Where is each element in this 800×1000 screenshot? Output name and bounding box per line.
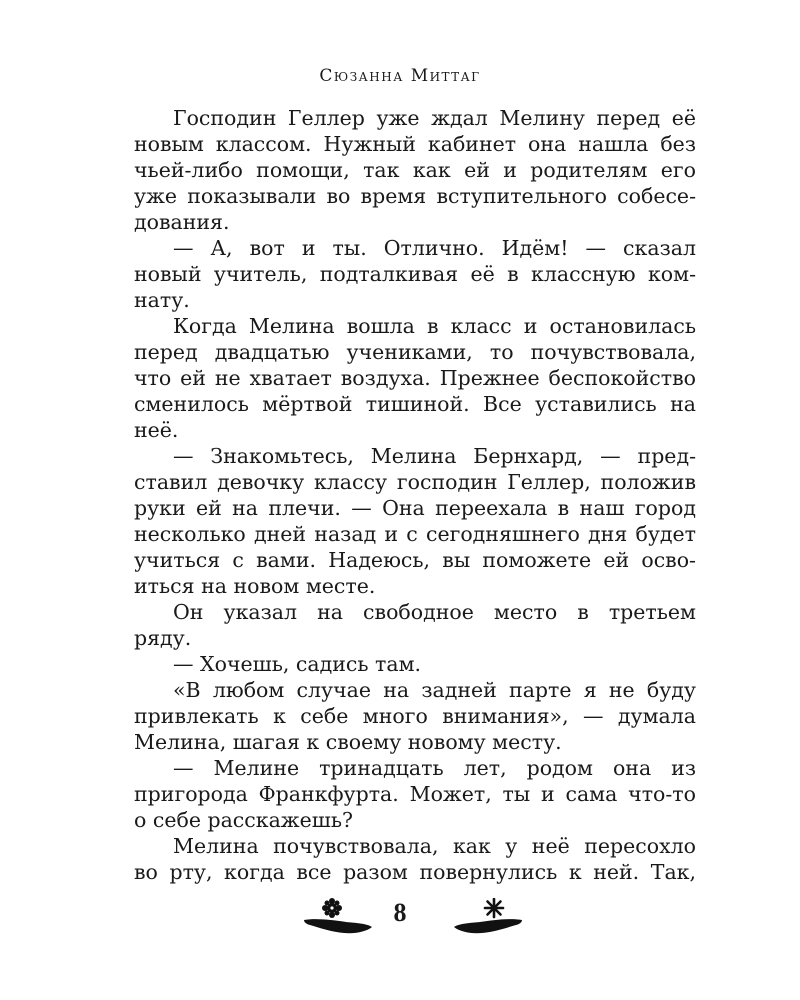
text-line: новый учитель, подталкивая её в классную ком-	[134, 262, 696, 286]
text-line: Господин Геллер уже ждал Мелину перед её	[173, 106, 696, 130]
text-line: «В любом случае на задней парте я не буду	[173, 678, 696, 702]
text-line: ставил девочку классу господин Геллер, положив	[134, 470, 696, 494]
text-line: — Знакомьтесь, Мелина Бернхард, — пред-	[173, 444, 696, 468]
text-line: Когда Мелина вошла в класс и остановилась	[173, 314, 696, 338]
text-line: перед двадцатью учениками, то почувствовала,	[134, 340, 696, 364]
text-line: несколько дней назад и с сегодняшнего дня будет	[134, 522, 696, 546]
text-line: — Хочешь, садись там.	[173, 652, 422, 676]
page-number: 8	[393, 898, 407, 927]
text-line: — А, вот и ты. Отлично. Идём! — сказал	[173, 236, 696, 260]
running-head: Сюзанна Миттаг	[319, 66, 481, 86]
text-line: привлекать к себе много внимания», — думала	[134, 704, 696, 728]
text-line: неё.	[134, 418, 179, 442]
hand-snowflake-icon	[452, 898, 524, 942]
text-line: иться на новом месте.	[134, 574, 376, 598]
text-line: пригорода Франкфурта. Может, ты и сама что-то	[134, 782, 696, 806]
text-line: руки ей на плечи. — Она переехала в наш город	[134, 496, 696, 520]
text-line: во рту, когда все разом повернулись к ней. Так,	[134, 860, 696, 884]
text-line: Он указал на свободное место в третьем	[173, 600, 696, 624]
text-line: учиться с вами. Надеюсь, вы поможете ей осво-	[134, 548, 696, 572]
text-line: дования.	[134, 210, 230, 234]
text-line: ряду.	[134, 626, 192, 650]
text-line: Мелина почувствовала, как у неё пересохло	[173, 834, 696, 858]
page-footer	[0, 898, 800, 948]
text-line: о себе расскажешь?	[134, 808, 354, 832]
text-line: Мелина, шагая к своему новому месту.	[134, 730, 562, 754]
text-line: чьей-либо помощи, так как ей и родителям его	[134, 158, 696, 182]
text-line: — Мелине тринадцать лет, родом она из	[173, 756, 696, 780]
text-line: новым классом. Нужный кабинет она нашла без	[134, 132, 696, 156]
body-text	[134, 105, 696, 885]
text-line: уже показывали во время вступительного собесе-	[134, 184, 696, 208]
text-line: нату.	[134, 288, 190, 312]
text-line: сменилось мёртвой тишиной. Все уставились на	[134, 392, 696, 416]
hand-flower-icon	[302, 898, 374, 942]
text-line: что ей не хватает воздуха. Прежнее беспокойство	[134, 366, 696, 390]
